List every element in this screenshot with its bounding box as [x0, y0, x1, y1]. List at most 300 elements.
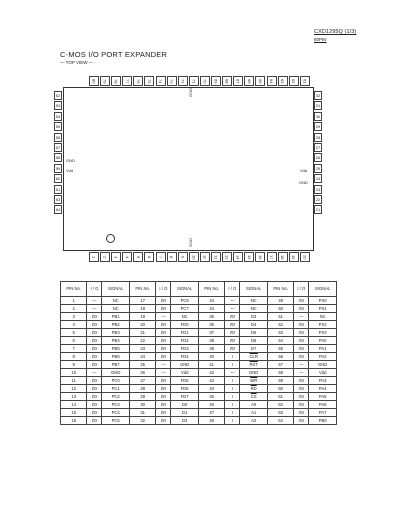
table-row [61, 305, 337, 313]
table-cell: I/O [87, 377, 102, 385]
pin-number: 31 [315, 103, 321, 109]
table-cell: Vdd [309, 369, 337, 377]
table-cell: 57 [267, 361, 293, 369]
pin-number: 23 [315, 186, 321, 192]
table-cell: PA0 [309, 337, 337, 345]
table-row [61, 377, 337, 385]
table-cell: I [225, 393, 240, 401]
package-outline [63, 87, 314, 251]
table-cell: 1 [61, 297, 87, 305]
table-cell: 56 [267, 353, 293, 361]
table-cell: 27 [129, 377, 155, 385]
pin-number: 6 [144, 252, 154, 262]
table-row [61, 369, 337, 377]
table-cell: PC0 [102, 377, 130, 385]
document-id: CXD1295Q (1/3) [314, 29, 357, 35]
pin-number: 55 [55, 124, 61, 130]
table-cell: PB2 [102, 321, 130, 329]
pin-number: 3 [111, 252, 121, 262]
table-row [61, 329, 337, 337]
table-cell: I/O [156, 321, 171, 329]
table-cell: 20 [129, 321, 155, 329]
gnd-label-bottom: GND [188, 238, 193, 247]
pin-number: 64 [55, 207, 61, 213]
table-cell: I/O [87, 385, 102, 393]
table-cell: 32 [129, 417, 155, 425]
table-cell: $\overline{RD}$ [240, 385, 268, 393]
table-cell: I/O [156, 297, 171, 305]
table-cell: I/O [294, 401, 309, 409]
table-cell: PB4 [102, 337, 130, 345]
table-cell: 34 [198, 305, 224, 313]
table-cell: 18 [129, 305, 155, 313]
pin-number: 29 [315, 124, 321, 130]
table-cell: I/O [225, 329, 240, 337]
table-cell: 51 [267, 313, 293, 321]
table-cell: I/O [294, 409, 309, 417]
table-cell: PC5 [102, 417, 130, 425]
table-cell: A0 [240, 401, 268, 409]
pin-number: 8 [167, 252, 177, 262]
table-cell: 29 [129, 393, 155, 401]
pin-number: 10 [189, 252, 199, 262]
column-header: SIGNAL [171, 282, 199, 297]
pin-number: 20 [300, 252, 310, 262]
table-cell: NC [102, 297, 130, 305]
table-cell: I/O [87, 345, 102, 353]
table-cell: I/O [294, 345, 309, 353]
table-cell: PB1 [102, 313, 130, 321]
table-row [61, 401, 337, 409]
table-cell: PX3 [309, 329, 337, 337]
pin-number: 68 [222, 76, 232, 86]
pin-number: 60 [55, 176, 61, 182]
pin-number: 9 [178, 252, 188, 262]
table-cell: 26 [129, 369, 155, 377]
table-cell: 38 [198, 337, 224, 345]
table-cell: I [225, 361, 240, 369]
pin-number: 2 [100, 252, 110, 262]
table-cell: — [294, 313, 309, 321]
table-cell: 22 [129, 337, 155, 345]
table-cell: I/O [225, 337, 240, 345]
table-cell: PA6 [309, 401, 337, 409]
table-cell: 37 [198, 329, 224, 337]
table-cell: I/O [225, 345, 240, 353]
table-cell: — [87, 369, 102, 377]
table-body [61, 297, 337, 425]
table-cell: 46 [198, 401, 224, 409]
table-cell: 30 [129, 401, 155, 409]
table-cell: 6 [61, 337, 87, 345]
table-cell: 39 [198, 345, 224, 353]
table-cell: PX1 [309, 305, 337, 313]
table-cell: 9 [61, 361, 87, 369]
table-cell: 49 [267, 297, 293, 305]
pin-number: 24 [315, 176, 321, 182]
table-cell: D6 [240, 337, 268, 345]
pin-number: 53 [55, 103, 61, 109]
table-row [61, 353, 337, 361]
table-row [61, 417, 337, 425]
table-cell: 34 [198, 297, 224, 305]
table-cell: 35 [198, 313, 224, 321]
pin-number: 74 [156, 76, 166, 86]
pin-number: 69 [211, 76, 221, 86]
table-cell: — [225, 305, 240, 313]
table-cell: PA5 [309, 393, 337, 401]
table-cell: I/O [294, 297, 309, 305]
table-cell: GND [240, 369, 268, 377]
table-cell: PX0 [309, 297, 337, 305]
table-cell: PC7 [171, 305, 199, 313]
table-row [61, 409, 337, 417]
pin-number: 4 [122, 252, 132, 262]
table-cell: I/O [294, 417, 309, 425]
pin-number: 71 [189, 76, 199, 86]
table-cell: I/O [87, 401, 102, 409]
table-cell: 60 [267, 385, 293, 393]
table-cell: PC4 [102, 409, 130, 417]
page-title: C-MOS I/O PORT EXPANDER [60, 50, 168, 59]
table-cell: NC [102, 305, 130, 313]
table-cell: A2 [240, 417, 268, 425]
pin-number: 64 [267, 76, 277, 86]
table-cell: 5 [61, 329, 87, 337]
gnd-label-top: GND [188, 88, 193, 97]
table-cell: A1 [240, 409, 268, 417]
table-cell: — [87, 305, 102, 313]
table-cell: PC1 [102, 385, 130, 393]
table-cell: 11 [61, 377, 87, 385]
table-cell: 14 [61, 401, 87, 409]
table-cell: I/O [156, 417, 171, 425]
table-cell: — [156, 369, 171, 377]
table-row [61, 345, 337, 353]
table-cell: FD2 [171, 337, 199, 345]
pin-number: 18 [278, 252, 288, 262]
table-cell: I/O [87, 417, 102, 425]
table-cell: I [225, 377, 240, 385]
pin-number: 77 [122, 76, 132, 86]
pin-number: 70 [200, 76, 210, 86]
table-cell: 42 [198, 369, 224, 377]
table-cell: 45 [198, 393, 224, 401]
table-row [61, 361, 337, 369]
table-cell: GND [102, 369, 130, 377]
table-cell: I/O [87, 329, 102, 337]
pin-number: 73 [167, 76, 177, 86]
table-cell: PB3 [102, 329, 130, 337]
table-cell: I/O [87, 337, 102, 345]
pin-number: 12 [211, 252, 221, 262]
table-cell: FD3 [171, 345, 199, 353]
table-cell: 47 [198, 409, 224, 417]
table-cell: 4 [61, 321, 87, 329]
table-cell: I [225, 417, 240, 425]
column-header: I / O [294, 282, 309, 297]
package-type: 80PIN [314, 37, 327, 42]
table-row [61, 297, 337, 305]
table-cell: 15 [61, 409, 87, 417]
table-cell: I/O [156, 393, 171, 401]
pin-number: 75 [144, 76, 154, 86]
table-cell: PC2 [102, 393, 130, 401]
table-cell: 55 [267, 345, 293, 353]
table-cell: I/O [294, 329, 309, 337]
table-cell: 41 [198, 361, 224, 369]
vdd-label-left: Vdd [66, 168, 74, 173]
table-cell: I/O [156, 385, 171, 393]
table-cell: PC6 [171, 297, 199, 305]
pin-number: 61 [55, 186, 61, 192]
pin-number: 80 [89, 76, 99, 86]
table-cell: 8 [61, 353, 87, 361]
table-cell: I/O [87, 361, 102, 369]
table-cell: 10 [61, 369, 87, 377]
table-cell: I/O [294, 305, 309, 313]
column-header: PIN No. [129, 282, 155, 297]
table-cell: — [225, 369, 240, 377]
table-cell: PB0 [309, 417, 337, 425]
table-cell: I/O [156, 401, 171, 409]
table-cell: I/O [87, 353, 102, 361]
pin-number: 28 [315, 134, 321, 140]
table-cell: I/O [294, 377, 309, 385]
table-cell: D1 [171, 409, 199, 417]
pin-number: 62 [55, 93, 61, 98]
pin-number: 79 [100, 76, 110, 86]
table-cell: $\overline{RST}$ [240, 361, 268, 369]
table-cell: 19 [129, 313, 155, 321]
table-cell: I [225, 401, 240, 409]
pin-number: 65 [255, 76, 265, 86]
table-cell: PA3 [309, 377, 337, 385]
table-cell: 64 [267, 417, 293, 425]
table-row [61, 321, 337, 329]
pin-number: 15 [244, 252, 254, 262]
table-header-row [61, 282, 337, 297]
table-cell: 12 [61, 385, 87, 393]
column-header: I / O [225, 282, 240, 297]
pin-number: 63 [278, 76, 288, 86]
table-cell: 23 [129, 345, 155, 353]
table-cell: 40 [198, 353, 224, 361]
table-cell: 2 [61, 305, 87, 313]
table-cell: FD7 [171, 393, 199, 401]
table-cell: NC [171, 313, 199, 321]
pin-number: 59 [55, 165, 61, 171]
right-pin-column [314, 91, 322, 216]
pin1-marker [106, 234, 115, 243]
pin-number: 30 [315, 113, 321, 119]
table-cell: I/O [294, 393, 309, 401]
table-cell: PB7 [102, 361, 130, 369]
pin-number: 16 [255, 252, 265, 262]
table-cell: I/O [156, 345, 171, 353]
column-header: PIN No. [267, 282, 293, 297]
table-cell: I/O [225, 321, 240, 329]
pin-number: 19 [289, 252, 299, 262]
table-cell: 54 [267, 337, 293, 345]
table-cell: Vdd [171, 369, 199, 377]
table-cell: 62 [267, 401, 293, 409]
table-cell: — [156, 361, 171, 369]
table-cell: 52 [267, 321, 293, 329]
table-cell: 53 [267, 329, 293, 337]
column-header: PIN No. [198, 282, 224, 297]
table-cell: PA2 [309, 353, 337, 361]
table-cell: 16 [61, 417, 87, 425]
table-cell: — [156, 313, 171, 321]
table-cell: I [225, 353, 240, 361]
top-pin-row [89, 76, 309, 86]
column-header: PIN No. [61, 282, 87, 297]
column-header: I / O [156, 282, 171, 297]
table-cell: I/O [156, 377, 171, 385]
table-cell: — [294, 361, 309, 369]
table-cell: I/O [87, 393, 102, 401]
pin-number: 25 [315, 165, 321, 171]
table-cell: GND [171, 361, 199, 369]
table-cell: FD5 [171, 377, 199, 385]
table-cell: I/O [225, 313, 240, 321]
pin-number: 32 [315, 93, 321, 98]
table-cell: I [225, 385, 240, 393]
table-cell: 28 [129, 385, 155, 393]
table-row [61, 337, 337, 345]
table-cell: I/O [294, 353, 309, 361]
table-cell: PX2 [309, 321, 337, 329]
table-cell: FD6 [171, 385, 199, 393]
pin-number: 76 [133, 76, 143, 86]
table-cell: 61 [267, 393, 293, 401]
table-cell: FD1 [171, 329, 199, 337]
table-cell: 63 [267, 409, 293, 417]
table-cell: PA4 [309, 385, 337, 393]
bottom-pin-row [89, 252, 309, 262]
table-cell: I/O [87, 321, 102, 329]
table-cell: 36 [198, 321, 224, 329]
pin-assignment-table [60, 281, 337, 425]
gnd-label-left: GND [66, 158, 75, 163]
table-cell: D0 [171, 401, 199, 409]
pin-number: 57 [55, 144, 61, 150]
pin-number: 13 [222, 252, 232, 262]
table-cell: $\overline{WR}$ [240, 377, 268, 385]
column-header: I / O [87, 282, 102, 297]
table-row [61, 393, 337, 401]
table-cell: 13 [61, 393, 87, 401]
table-cell: I/O [156, 353, 171, 361]
pin-number: 22 [315, 196, 321, 202]
view-subtitle: — TOP VIEW — [60, 60, 94, 65]
table-cell: 7 [61, 345, 87, 353]
pin-number: 54 [55, 113, 61, 119]
table-cell: D7 [240, 345, 268, 353]
table-cell: 3 [61, 313, 87, 321]
table-cell: PA7 [309, 409, 337, 417]
table-cell: 58 [267, 369, 293, 377]
table-cell: $\overline{CS}$ [240, 393, 268, 401]
table-cell: I/O [156, 329, 171, 337]
pin-number: 63 [55, 196, 61, 202]
pin-number: 72 [178, 76, 188, 86]
table-cell: 59 [267, 377, 293, 385]
table-cell: FD4 [171, 353, 199, 361]
column-header: SIGNAL [309, 282, 337, 297]
table-cell: FD0 [171, 321, 199, 329]
table-cell: D4 [240, 321, 268, 329]
gnd-label-right: GND [299, 180, 308, 185]
table-cell: $\overline{CLR}$ [240, 353, 268, 361]
pin-number: 78 [111, 76, 121, 86]
table-cell: 17 [129, 297, 155, 305]
column-header: SIGNAL [240, 282, 268, 297]
pin-number: 11 [200, 252, 210, 262]
pin-number: 17 [267, 252, 277, 262]
table-cell: GND [309, 361, 337, 369]
table-cell: D2 [171, 417, 199, 425]
table-cell: I/O [87, 409, 102, 417]
pin-number: 14 [233, 252, 243, 262]
table-cell: PA1 [309, 345, 337, 353]
table-cell: I/O [156, 305, 171, 313]
left-pin-column [54, 91, 62, 216]
table-cell: I/O [87, 313, 102, 321]
table-cell: NC [240, 305, 268, 313]
pin-number: 27 [315, 144, 321, 150]
table-cell: 31 [129, 409, 155, 417]
table-cell: 24 [129, 353, 155, 361]
vdd-label-right: Vdd [300, 168, 308, 173]
table-cell: NC [309, 313, 337, 321]
pin-number: 26 [315, 155, 321, 161]
table-cell: 48 [198, 417, 224, 425]
table-cell: I/O [294, 385, 309, 393]
pin-number: 58 [55, 155, 61, 161]
table-cell: NC [240, 297, 268, 305]
table-cell: I/O [156, 337, 171, 345]
pin-number: 56 [55, 134, 61, 140]
pin-number: 1 [89, 252, 99, 262]
table-cell: 43 [198, 377, 224, 385]
table-cell: 44 [198, 385, 224, 393]
table-row [61, 385, 337, 393]
pin-number: 67 [233, 76, 243, 86]
table-cell: — [294, 369, 309, 377]
table-cell: I/O [156, 409, 171, 417]
table-cell: D3 [240, 313, 268, 321]
pin-number: 61 [300, 76, 310, 86]
pin-number: 62 [289, 76, 299, 86]
pin-number: 66 [244, 76, 254, 86]
table-cell: PC3 [102, 401, 130, 409]
column-header: SIGNAL [102, 282, 130, 297]
table-cell: — [225, 297, 240, 305]
pin-number: 5 [133, 252, 143, 262]
table-row [61, 313, 337, 321]
table-cell: I/O [294, 337, 309, 345]
table-cell: — [87, 297, 102, 305]
table-cell: PB5 [102, 345, 130, 353]
pin-number: 7 [156, 252, 166, 262]
table-cell: PB6 [102, 353, 130, 361]
pin-number: 21 [315, 207, 321, 213]
table-cell: 25 [129, 361, 155, 369]
table-cell: I/O [294, 321, 309, 329]
table-cell: I [225, 409, 240, 417]
